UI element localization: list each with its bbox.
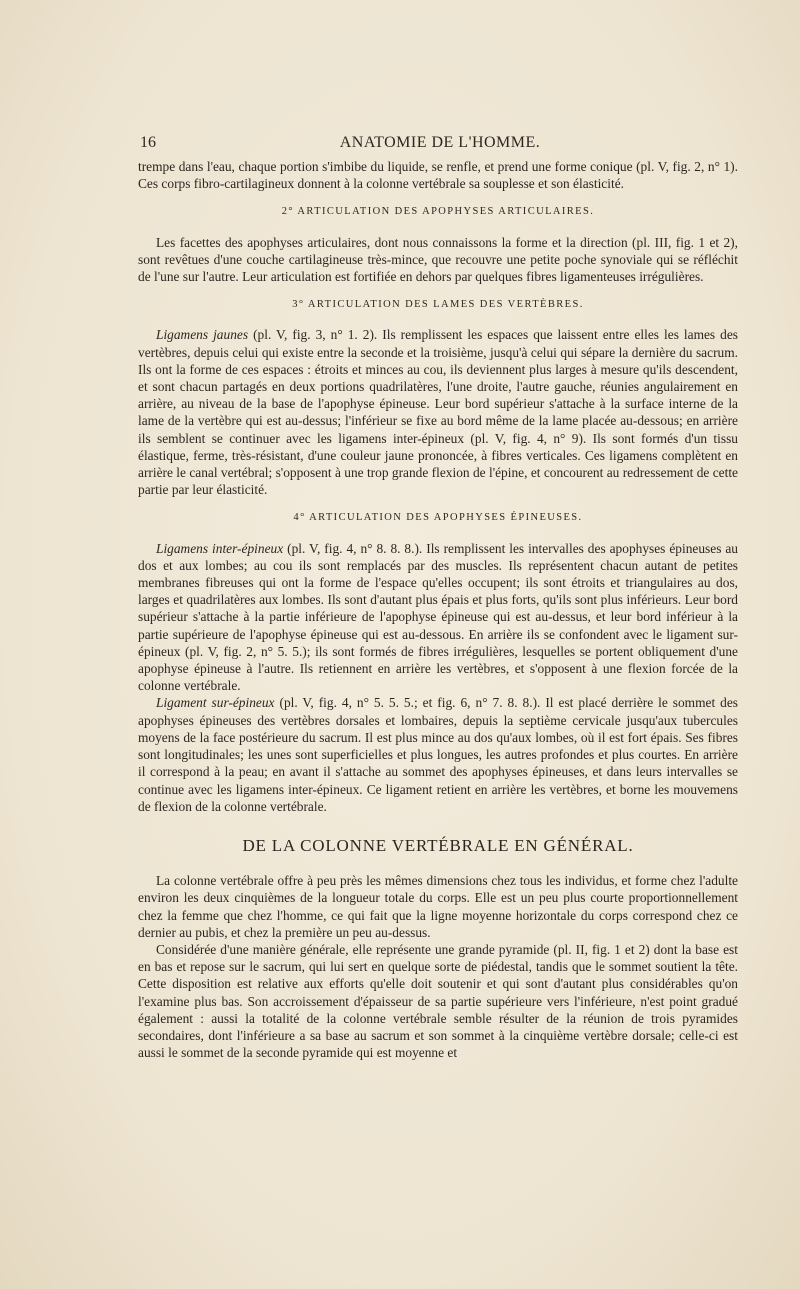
paragraph-column-pyramid: Considérée d'une manière générale, elle représente une grande pyramide (pl. II, fig. 1 et 2) dont la base est en bas et repose sur le sacrum, qui lui sert en quelque sorte de piédestal, tandis que le sommet soutient la tête. Cette disposition est relative aux efforts qu'elle doit soutenir et qui sont d'autant plus considérables qu'on l'examine plus bas. Son accroissement d'épaisseur de sa partie supérieure vers l'inférieure, n'est point gradué également : aussi la totalité de la colonne vertébrale semble résulter de la réunion de trois pyramides secondaires, dont l'inférieure a sa base au sacrum et son sommet à la cinquième vertèbre dorsale; celle-ci est aussi le sommet de la seconde pyramide qui est moyenne et: [138, 941, 738, 1061]
paragraph-interspinous-ligaments: [138, 540, 738, 695]
subheading-articular-processes: 2° ARTICULATION DES APOPHYSES ARTICULAIRES.: [281, 206, 595, 218]
term-ligament-sur-epineux: Ligament sur-épineux: [156, 695, 275, 711]
subheading-vertebral-laminae: 3° ARTICULATION DES LAMES DES VERTÈBRES.: [292, 299, 584, 311]
running-title: ANATOMIE DE L'HOMME.: [339, 134, 541, 151]
paragraph-continuation: trempe dans l'eau, chaque portion s'imbibe du liquide, se renfle, et prend une forme conique (pl. V, fig. 2, n° 1). Ces corps fibro-cartilagineux donnent à la colonne vertébrale sa souplesse et son élasticité.: [138, 159, 738, 192]
paragraph-text: (pl. V, fig. 3, n° 1. 2). Ils remplissent les espaces que laissent entre elles les lames des vertèbres, depuis celui qui existe entre la seconde et la troisième, jusqu'à celui qui sépare la dernière du sacrum. Ils ont la forme de ces espaces : étroits et minces au cou, ils deviennent plus larges à mesure qu'ils descendent, et sont chacun partagés en deux portions quadrilatères, l'une droite, l'autre gauche, réunies angulairement en arrière, au niveau de la base de l'apophyse épineuse. Leur bord supérieur s'attache à la surface interne de la lame de la vertèbre qui est au-dessus; l'inférieur se fixe au bord même de la lame placée au-dessous; en arrière ils semblent se continuer avec les ligamens inter-épineux (pl. V, fig. 4, n° 9). Ils sont formés d'un tissu élastique, ferme, très-résistant, d'une couleur jaune prononcée, à fibres verticales. Ces ligamens complètent en arrière le canal vertébral; s'opposent à une trop grande flexion de l'épine, et concourent au redressement de cette partie par leur élasticité.: [138, 327, 739, 498]
paragraph-text: (pl. V, fig. 4, n° 8. 8. 8.). Ils remplissent les intervalles des apophyses épineuses au dos et aux lombes; au cou ils sont remplacés par des muscles. Ils représentent chacun autant de petites membranes fibreuses qui ont la forme de l'espace qu'elles occupent; ils sont étroits et triangulaires au dos, larges et quadrilatères aux lombes. Ils sont d'autant plus épais et plus forts, qu'ils sont plus inférieurs. Leur bord supérieur s'attache à la partie inférieure de l'apophyse épineuse qui est au-dessus, et leur bord inférieur à la partie supérieure de l'apophyse épineuse qui est au-dessous. En arrière ils se confondent avec le ligament sur-épineux (pl. V, fig. 2, n° 5. 5.); ils sont formés de fibres irrégulières, lesquelles se portent obliquement d'une apophyse épineuse à l'autre. Ils retiennent en arrière les vertèbres, et s'opposent à une flexion forcée de la colonne vertébrale.: [138, 540, 738, 694]
term-ligamens-inter-epineux: Ligamens inter-épineux: [156, 540, 284, 556]
section-title: DE LA COLONNE VERTÉBRALE EN GÉNÉRAL.: [242, 835, 634, 855]
page-header: [140, 134, 740, 156]
page-body: [138, 158, 738, 1061]
paragraph-articular-facets: Les facettes des apophyses articulaires, dont nous connaissons la forme et la direction (pl. III, fig. 1 et 2), sont revêtues d'une couche cartilagineuse très-mince, que recouvre une petite poche synoviale qui se réfléchit de l'une sur l'autre. Leur articulation est fortifiée en dehors par quelques fibres ligamenteuses irrégulières.: [138, 234, 738, 285]
page-number: 16: [140, 134, 156, 151]
paragraph-text: (pl. V, fig. 4, n° 5. 5. 5.; et fig. 6, n° 7. 8. 8.). Il est placé derrière le sommet des apophyses épineuses des vertèbres dorsales et lombaires, depuis la septième cervicale jusqu'aux tubercules moyens de la face postérieure du sacrum. Il est plus mince au dos qu'aux lombes, où il est fort épais. Ses fibres sont longitudinales; les unes sont superficielles et plus longues, les autres profondes et plus courtes. En arrière il correspond à la peau; en avant il s'attache au sommet des apophyses épineuses, et dans leurs intervalles se continue avec les ligamens inter-épineux. Ce ligament retient en arrière les vertèbres, et borne les mouvemens de flexion de la colonne vertébrale.: [138, 695, 738, 814]
paragraph-yellow-ligaments: [138, 326, 738, 498]
term-ligamens-jaunes: Ligamens jaunes: [156, 327, 249, 343]
paragraph-supraspinous-ligament: [138, 694, 738, 814]
paragraph-column-dimensions: La colonne vertébrale offre à peu près les mêmes dimensions chez tous les individus, et forme chez l'adulte environ les deux cinquièmes de la longueur totale du corps. Elle est un peu plus courte proportionnellement chez la femme que chez l'homme, ce qui fait que la ligne moyenne horizontale du corps correspond chez ce dernier au pubis, et chez la première un peu au-dessus.: [138, 873, 738, 940]
subheading-spinous-processes: 4° ARTICULATION DES APOPHYSES ÉPINEUSES.: [293, 512, 583, 524]
